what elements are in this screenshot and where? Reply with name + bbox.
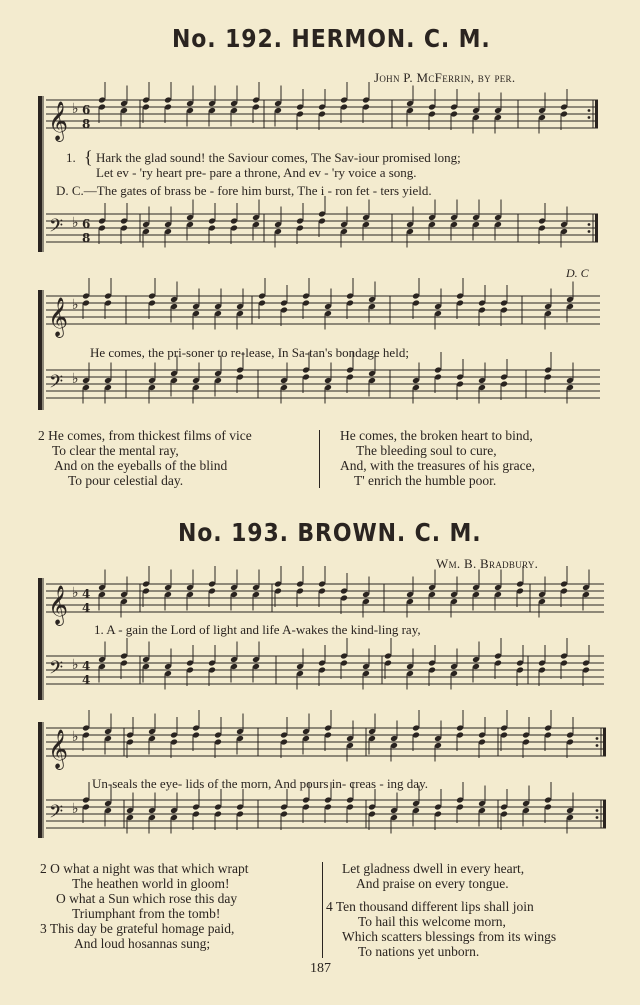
hymn-192-dc-line: D. C.—The gates of brass be - fore him burst, The i - ron fet - ters yield.: [56, 183, 432, 198]
hymn-192-title: No. 192. HERMON. C. M.: [172, 24, 491, 53]
stanza-line: He comes, the broken heart to bind,: [340, 428, 533, 443]
stanza-line: O what a Sun which rose this day: [56, 891, 238, 906]
time-signature-bottom: 4: [82, 673, 91, 687]
time-signature-bottom: 4: [82, 601, 91, 615]
treble-clef-icon: 𝄞: [48, 729, 69, 769]
stanza-divider: [322, 862, 323, 958]
stanza-line: And on the eyeballs of the blind: [54, 458, 228, 473]
system-bracket: [38, 722, 42, 838]
bass-clef-icon: 𝄢: [49, 802, 64, 827]
flat-icon: ♭: [72, 215, 79, 231]
time-signature-top: 6: [82, 103, 91, 117]
final-bar-thick: [603, 728, 606, 756]
stanza-line: And loud hosannas sung;: [74, 936, 211, 951]
flat-icon: ♭: [72, 297, 79, 313]
final-bar-thick: [595, 214, 598, 242]
final-bar-thick: [595, 100, 598, 128]
hymn-192-brace: {: [84, 147, 93, 167]
hymn-192-stanza-left: [38, 428, 252, 488]
treble-clef-icon: 𝄞: [48, 297, 69, 337]
stanza-line: The heathen world in gloom!: [72, 876, 230, 891]
time-signature-top: 4: [82, 587, 91, 601]
hymn-192-dc-mark: D. C: [566, 266, 589, 280]
repeat-dot: [588, 116, 591, 119]
hymn-193-composer: Wm. B. Bradbury.: [436, 556, 539, 571]
stanza-divider: [319, 430, 320, 488]
stanza-gap: [326, 891, 556, 899]
hymn-192-composer: John P. McFerrin, by per.: [374, 70, 516, 85]
stanza-line: Let gladness dwell in every heart,: [342, 861, 525, 876]
system-bracket: [38, 578, 42, 700]
stanza-line: Triumphant from the tomb!: [72, 906, 221, 921]
repeat-dot: [588, 109, 591, 112]
stanza-line: To pour celestial day.: [68, 473, 184, 488]
hymn-192-lyric-line-3: He comes, the pri-soner to re-lease, In Sa-tan's bondage held;: [90, 345, 409, 360]
hymn-193-lyric-line-2: Un-seals the eye- lids of the morn, And pours in- creas - ing day.: [92, 776, 428, 791]
system-bracket: [38, 290, 42, 410]
hymn-193-title: No. 193. BROWN. C. M.: [178, 518, 482, 547]
hymn-193-lyric-line-1: 1. A - gain the Lord of light and life A-wakes the kind-ling ray,: [94, 622, 421, 637]
flat-icon: ♭: [72, 101, 79, 117]
time-signature-top: 6: [82, 217, 91, 231]
treble-clef-icon: 𝄞: [48, 101, 69, 141]
hymn-193-stanza-left: [40, 861, 248, 951]
hymn-192-verse-number: 1.: [66, 150, 76, 165]
repeat-dot: [588, 230, 591, 233]
time-signature-bottom: 8: [82, 117, 91, 131]
flat-icon: ♭: [72, 585, 79, 601]
repeat-dot: [596, 744, 599, 747]
hymn-192-lyric-line-2: Let ev - 'ry heart pre- pare a throne, And ev - 'ry voice a song.: [96, 165, 417, 180]
repeat-dot: [596, 816, 599, 819]
bass-clef-icon: 𝄢: [49, 658, 64, 683]
flat-icon: ♭: [72, 657, 79, 673]
stanza-line: 2 He comes, from thickest films of vice: [38, 428, 252, 443]
hymn-192-stanza-right: [340, 428, 535, 488]
bass-clef-icon: 𝄢: [49, 216, 64, 241]
flat-icon: ♭: [72, 729, 79, 745]
stanza-line: 3 This day be grateful homage paid,: [40, 921, 235, 936]
stanza-line: And praise on every tongue.: [356, 876, 509, 891]
repeat-dot: [596, 737, 599, 740]
stanza-line: To clear the mental ray,: [52, 443, 179, 458]
system-bracket: [38, 96, 42, 252]
flat-icon: ♭: [72, 371, 79, 387]
stanza-line: 4 Ten thousand different lips shall join: [326, 899, 534, 914]
stanza-line: T' enrich the humble poor.: [354, 473, 497, 488]
repeat-dot: [588, 223, 591, 226]
stanza-line: To hail this welcome morn,: [358, 914, 506, 929]
stanza-line: 2 O what a night was that which wrapt: [40, 861, 249, 876]
stanza-line: And, with the treasures of his grace,: [340, 458, 535, 473]
time-signature-bottom: 8: [82, 231, 91, 245]
page-number: 187: [310, 961, 331, 976]
hymn-193-stanza-right: [326, 861, 556, 959]
stanza-line: Which scatters blessings from its wings: [342, 929, 557, 944]
hymn-192-lyric-line-1: Hark the glad sound! the Saviour comes, The Sav-iour promised long;: [96, 150, 461, 165]
stanza-line: To nations yet unborn.: [358, 944, 480, 959]
time-signature-top: 4: [82, 659, 91, 673]
treble-clef-icon: 𝄞: [48, 585, 69, 625]
final-bar-thick: [603, 800, 606, 828]
repeat-dot: [596, 809, 599, 812]
flat-icon: ♭: [72, 801, 79, 817]
stanza-line: The bleeding soul to cure,: [356, 443, 497, 458]
bass-clef-icon: 𝄢: [49, 372, 64, 397]
